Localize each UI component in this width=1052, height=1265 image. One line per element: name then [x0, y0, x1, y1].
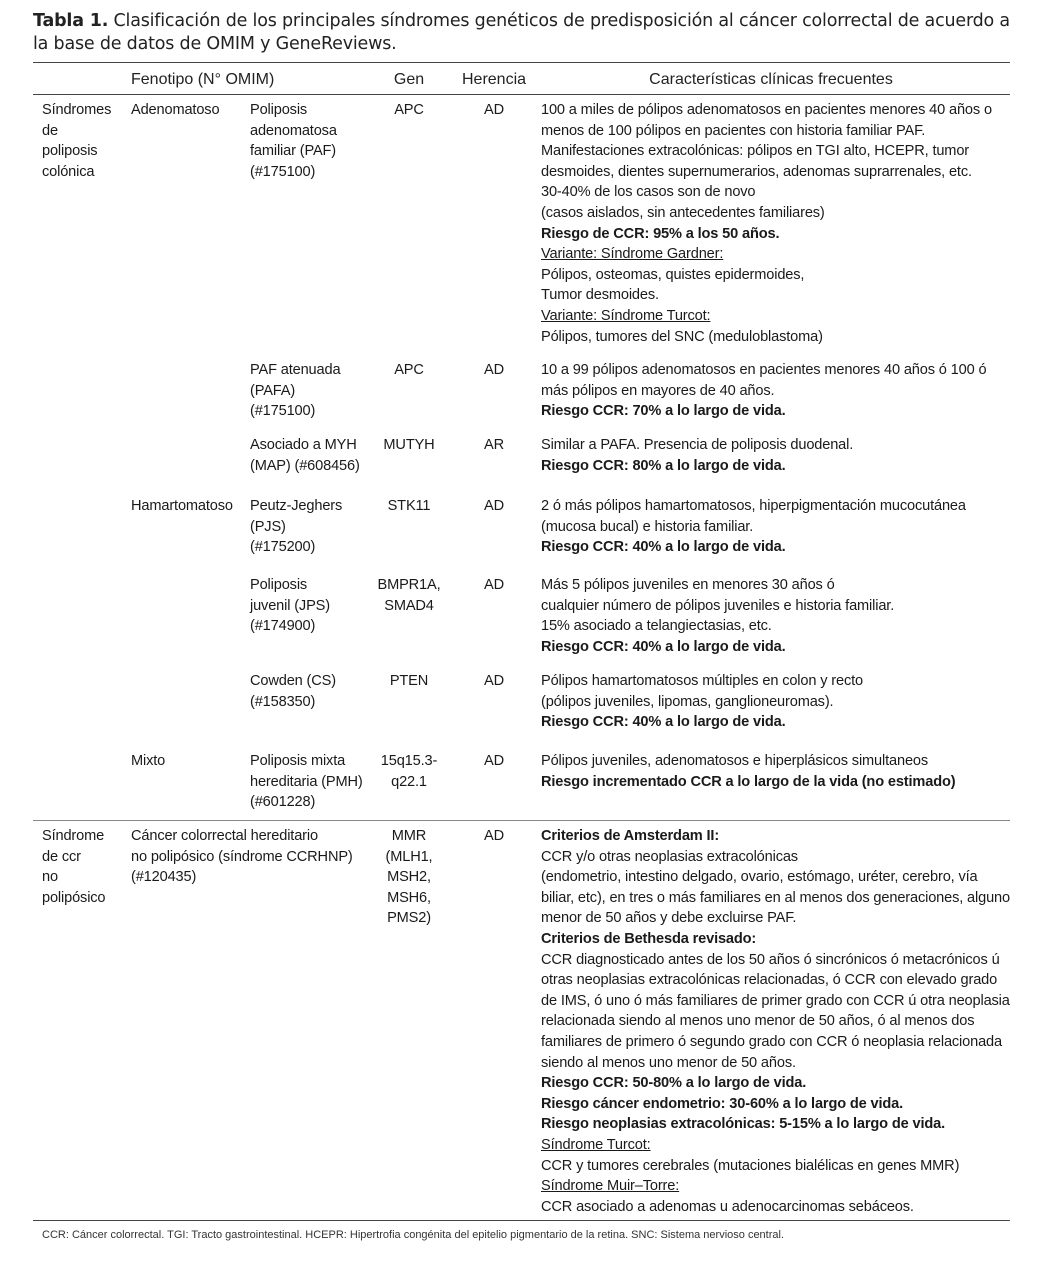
row-6-gen: 15q15.3-q22.1 — [380, 753, 438, 790]
row-7-gen: MMR (MLH1, MSH2, MSH6, PMS2) — [385, 828, 433, 927]
row-2-fenotipo: Asociado a MYH (MAP) (#608456) — [250, 437, 360, 474]
characteristic-line: Riesgo incrementado CCR a lo largo de la vida (no estimado) — [541, 773, 956, 790]
characteristic-line: Más 5 pólipos juveniles en menores 30 años ó — [541, 577, 835, 593]
characteristic-line: CCR diagnosticado antes de los 50 años ó sincrónicos ó metacrónicos ú — [541, 951, 1000, 968]
characteristic-line: Criterios de Bethesda revisado: — [541, 930, 757, 947]
row-5-gen: PTEN — [389, 673, 429, 689]
characteristic-line: biliar, etc), en tres o más familiares en al menos dos generaciones, alguno — [541, 889, 1010, 906]
row-6-herencia: AD — [484, 753, 504, 769]
row-7-fenotipo: Cáncer colorrectal hereditario no polipósico (síndrome CCRHNP) (#120435) — [131, 828, 353, 886]
row-1-fenotipo: PAF atenuada (PAFA) (#175100) — [250, 362, 341, 420]
characteristic-line: (casos aislados, sin antecedentes familiares) — [541, 204, 825, 221]
characteristic-line: Riesgo cáncer endometrio: 30-60% a lo largo de vida. — [541, 1095, 904, 1112]
characteristic-line: siendo al menos uno menor de 50 años. — [541, 1054, 796, 1071]
row-0-characteristics — [541, 100, 1016, 347]
characteristic-line: (pólipos juveniles, lipomas, ganglioneuromas). — [541, 693, 834, 710]
characteristic-line: otras neoplasias extracolónicas relacionadas, ó CCR con elevado grado — [541, 972, 998, 989]
row-1-herencia: AD — [484, 362, 504, 378]
characteristic-line: Síndrome Turcot: — [541, 1136, 651, 1153]
characteristic-line: Tumor desmoides. — [541, 287, 659, 304]
row-5-herencia: AD — [484, 673, 504, 689]
category-mixto: Mixto — [131, 753, 166, 769]
bottom-rule — [33, 1220, 1010, 1221]
row-5-fenotipo: Cowden (CS) (#158350) — [250, 673, 336, 710]
row-0-herencia: AD — [484, 102, 504, 118]
characteristic-line: Pólipos, osteomas, quistes epidermoides, — [541, 266, 805, 283]
group-ccr: Síndrome de ccr no polipósico — [42, 828, 106, 906]
row-3-gen: STK11 — [387, 498, 431, 514]
row-2-gen: MUTYH — [383, 437, 435, 453]
row-2-herencia: AR — [484, 437, 504, 453]
header-rule — [33, 94, 1010, 95]
characteristic-line: CCR y tumores cerebrales (mutaciones bialélicas en genes MMR) — [541, 1157, 960, 1174]
row-3-characteristics — [541, 496, 1016, 558]
row-0-gen: APC — [394, 102, 424, 118]
row-4-herencia: AD — [484, 577, 504, 593]
row-5-characteristics — [541, 671, 1016, 733]
characteristic-line: menor de 50 años y debe excluirse PAF. — [541, 910, 797, 927]
characteristic-line: 15% asociado a telangiectasias, etc. — [541, 618, 772, 635]
header-gen: Gen — [393, 71, 425, 88]
characteristic-line: Criterios de Amsterdam II: — [541, 828, 720, 844]
characteristic-line: menos de 100 pólipos en pacientes con historia familiar PAF. — [541, 122, 926, 139]
row-7-herencia: AD — [484, 828, 504, 844]
characteristic-line: Variante: Síndrome Gardner: — [541, 246, 724, 263]
characteristic-line: CCR asociado a adenomas u adenocarcinomas sebáceos. — [541, 1198, 914, 1215]
category-hamartomatoso: Hamartomatoso — [131, 498, 233, 514]
characteristic-line: 30-40% de los casos son de novo — [541, 184, 756, 201]
characteristic-line: Pólipos, tumores del SNC (meduloblastoma) — [541, 328, 823, 345]
row-4-fenotipo: Poliposis juvenil (JPS) (#174900) — [250, 577, 330, 635]
characteristic-line: Riesgo CCR: 50-80% a lo largo de vida. — [541, 1075, 807, 1092]
row-7-characteristics — [541, 826, 1016, 1217]
row-6-fenotipo: Poliposis mixta hereditaria (PMH) (#601228) — [250, 753, 363, 811]
characteristic-line: Similar a PAFA. Presencia de poliposis duodenal. — [541, 437, 854, 453]
characteristic-line: Variante: Síndrome Turcot: — [541, 307, 711, 324]
row-6-characteristics — [541, 751, 1016, 792]
header-caracteristicas: Características clínicas frecuentes — [649, 71, 893, 88]
characteristic-line: Riesgo CCR: 80% a lo largo de vida. — [541, 457, 786, 474]
table-caption — [33, 10, 1018, 56]
characteristic-line: Riesgo CCR: 40% a lo largo de vida. — [541, 638, 786, 655]
characteristic-line: Riesgo CCR: 40% a lo largo de vida. — [541, 539, 786, 556]
characteristic-line: desmoides, dientes supernumerarios, adenomas suprarrenales, etc. — [541, 163, 972, 180]
characteristic-line: cualquier número de pólipos juveniles e historia familiar. — [541, 597, 895, 614]
characteristic-line: más pólipos en mayores de 40 años. — [541, 382, 775, 399]
characteristic-line: 2 ó más pólipos hamartomatosos, hiperpigmentación mucocutánea — [541, 498, 966, 514]
group-polyposis: Síndromes de poliposis colónica — [42, 102, 112, 180]
characteristic-line: Manifestaciones extracolónicas: pólipos en TGI alto, HCEPR, tumor — [541, 143, 969, 160]
characteristic-line: Riesgo neoplasias extracolónicas: 5-15% a lo largo de vida. — [541, 1116, 945, 1133]
footnote: CCR: Cáncer colorrectal. TGI: Tracto gastrointestinal. HCEPR: Hipertrofia congénita del epitelio pigmentario de la retina. SNC: Sistema nervioso central. — [42, 1229, 785, 1241]
characteristic-line: Síndrome Muir–Torre: — [541, 1178, 680, 1195]
category-adenomatoso: Adenomatoso — [131, 102, 220, 118]
characteristic-line: Pólipos juveniles, adenomatosos e hiperplásicos simultaneos — [541, 753, 929, 769]
characteristic-line: (mucosa bucal) e historia familiar. — [541, 518, 754, 535]
characteristic-line: CCR y/o otras neoplasias extracolónicas — [541, 848, 798, 865]
header-herencia: Herencia — [461, 71, 527, 88]
top-rule — [33, 62, 1010, 63]
characteristic-line: Riesgo CCR: 70% a lo largo de vida. — [541, 403, 786, 420]
caption-text: Clasificación de los principales síndromes genéticos de predisposición al cáncer colorrectal de acuerdo a la base de datos de OMIM y GeneReviews. — [33, 11, 1010, 54]
characteristic-line: Riesgo de CCR: 95% a los 50 años. — [541, 225, 780, 242]
row-2-characteristics — [541, 435, 1016, 476]
characteristic-line: Pólipos hamartomatosos múltiples en colon y recto — [541, 673, 863, 689]
row-4-gen: BMPR1A, SMAD4 — [377, 577, 441, 614]
group-divider — [33, 820, 1010, 821]
row-3-fenotipo: Peutz-Jeghers (PJS) (#175200) — [250, 498, 343, 556]
row-1-characteristics — [541, 360, 1016, 422]
caption-label: Tabla 1. — [33, 11, 109, 31]
characteristic-line: relacionada siendo al menos uno menor de 50 años, ó al menos dos — [541, 1013, 975, 1030]
characteristic-line: 10 a 99 pólipos adenomatosos en pacientes menores 40 años ó 100 ó — [541, 362, 987, 378]
row-4-characteristics — [541, 575, 1016, 657]
row-3-herencia: AD — [484, 498, 504, 514]
header-fenotipo: Fenotipo (N° OMIM) — [131, 71, 275, 88]
row-1-gen: APC — [394, 362, 424, 378]
characteristic-line: (endometrio, intestino delgado, ovario, estómago, uréter, cerebro, vía — [541, 869, 978, 886]
characteristic-line: 100 a miles de pólipos adenomatosos en pacientes menores 40 años o — [541, 102, 992, 118]
characteristic-line: familiares de primero ó segundo grado con CCR ó neoplasia relacionada — [541, 1033, 1002, 1050]
row-0-fenotipo: Poliposis adenomatosa familiar (PAF) (#175100) — [250, 102, 337, 180]
characteristic-line: de IMS, ó uno ó más familiares de primer grado con CCR ú otra neoplasia — [541, 992, 1010, 1009]
characteristic-line: Riesgo CCR: 40% a lo largo de vida. — [541, 714, 786, 731]
